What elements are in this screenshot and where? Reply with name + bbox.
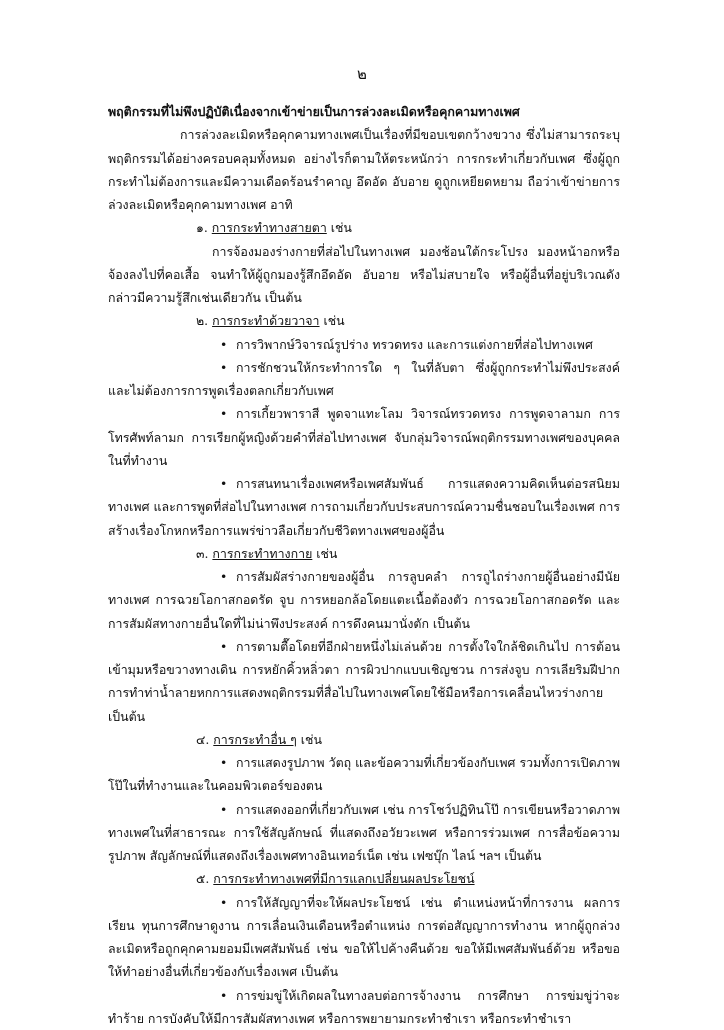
subsection-suffix: เช่น <box>301 732 322 747</box>
subsection-suffix: เช่น <box>316 546 337 561</box>
bullet-item <box>108 891 620 984</box>
subsection-title: การกระทำอื่น ๆ <box>213 732 297 747</box>
bullet-item <box>108 984 620 1030</box>
document-body <box>108 100 620 1030</box>
bullet-text: การแสดงรูปภาพ วัตถุ และข้อความที่เกี่ยวข้องกับเพศ รวมทั้งการเปิดภาพโป๊ในที่ทำงานและในคอมพิวเตอร์ของตน <box>108 755 620 793</box>
section-heading: พฤติกรรมที่ไม่พึงปฏิบัติเนื่องจากเข้าข่ายเป็นการล่วงละเมิดหรือคุกคามทางเพศ <box>108 100 620 123</box>
bullet-text: การวิพากษ์วิจารณ์รูปร่าง ทรวดทรง และการแต่งกายที่ส่อไปทางเพศ <box>236 337 593 352</box>
bullet-item <box>108 356 620 403</box>
page-number: ๒ <box>0 62 724 86</box>
bullet-icon: • <box>220 472 236 495</box>
subsection-number: ๒. <box>196 313 208 328</box>
bullet-icon: • <box>220 984 236 1007</box>
bullet-icon: • <box>220 891 236 914</box>
bullet-item <box>108 472 620 542</box>
subsection-number: ๔. <box>196 732 209 747</box>
bullet-item <box>108 402 620 472</box>
subsection-1-title <box>108 216 620 239</box>
bullet-text: การให้สัญญาที่จะให้ผลประโยชน์ เช่น ตำแหน่งหน้าที่การงาน ผลการเรียน ทุนการศึกษาดูงาน การเลื่อนเงินเดือนหรือตำแหน่ง การต่อสัญญาการทำงาน หากผู้ถูกล่วงละเมิดหรือถูกคุกคามยอมมีเพศสัมพันธ์ เช่น ขอให้ไปค้างคืนด้วย ขอให้มีเพศสัมพันธ์ด้วย หรือขอให้ทำอย่างอื่นที่เกี่ยวข้องกับเรื่องเพศ เป็นต้น <box>108 895 620 980</box>
bullet-icon: • <box>220 356 236 379</box>
subsection-number: ๑. <box>196 220 208 235</box>
subsection-3-title <box>108 542 620 565</box>
bullet-text: การสัมผัสร่างกายของผู้อื่น การลูบคลำ การถูไถร่างกายผู้อื่นอย่างมีนัยทางเพศ การฉวยโอกาสกอดรัด จูบ การหยอกล้อโดยแตะเนื้อต้องตัว การฉวยโอกาสกอดรัด และการสัมผัสทางกายอื่นใดที่ไม่น่าพึงประสงค์ การดึงคนมานั่งตัก เป็นต้น <box>108 569 620 631</box>
bullet-text: การสนทนาเรื่องเพศหรือเพศสัมพันธ์ การแสดงความคิดเห็นต่อรสนิยมทางเพศ และการพูดที่ส่อไปในทางเพศ การถามเกี่ยวกับประสบการณ์ความชื่นชอบในเรื่องเพศ การสร้างเรื่องโกหกหรือการแพร่ข่าวลือเกี่ยวกับชีวิตทางเพศของผู้อื่น <box>108 476 620 538</box>
subsection-suffix: เช่น <box>331 220 352 235</box>
subsection-title: การกระทำทางเพศที่มีการแลกเปลี่ยนผลประโยชน์ <box>213 871 474 886</box>
bullet-item <box>108 798 620 868</box>
bullet-text: การข่มขู่ให้เกิดผลในทางลบต่อการจ้างงาน การศึกษา การข่มขู่ว่าจะทำร้าย การบังคับให้มีการสัมผัสทางเพศ หรือการพยายามกระทำชำเรา หรือกระทำชำเรา <box>108 988 620 1026</box>
bullet-item <box>108 333 620 356</box>
bullet-icon: • <box>220 635 236 658</box>
subsection-number: ๓. <box>196 546 208 561</box>
bullet-icon: • <box>220 798 236 821</box>
subsection-number: ๕. <box>196 871 209 886</box>
subsection-title: การกระทำด้วยวาจา <box>212 313 319 328</box>
bullet-text: การแสดงออกที่เกี่ยวกับเพศ เช่น การโชว์ปฏิทินโป๊ การเขียนหรือวาดภาพทางเพศในที่สาธารณะ การใช้สัญลักษณ์ ที่แสดงถึงอวัยวะเพศ หรือการร่วมเพศ การสื่อข้อความ รูปภาพ สัญลักษณ์ที่แสดงถึงเรื่องเพศทางอินเทอร์เน็ต เช่น เฟซบุ๊ก ไลน์ ฯลฯ เป็นต้น <box>108 802 620 864</box>
subsection-2-title <box>108 309 620 332</box>
subsection-title: การกระทำทางกาย <box>212 546 312 561</box>
bullet-text: การชักชวนให้กระทำการใด ๆ ในที่ลับตา ซึ่งผู้ถูกกระทำไม่พึงประสงค์และไม่ต้องการการพูดเรื่องตลกเกี่ยวกับเพศ <box>108 360 620 398</box>
subsection-title: การกระทำทางสายตา <box>212 220 327 235</box>
bullet-icon: • <box>220 751 236 774</box>
bullet-text: การเกี้ยวพาราสี พูดจาแทะโลม วิจารณ์ทรวดทรง การพูดจาลามก การโทรศัพท์ลามก การเรียกผู้หญิงด้วยคำที่ส่อไปทางเพศ จับกลุ่มวิจารณ์พฤติกรรมทางเพศของบุคคลในที่ทำงาน <box>108 406 620 468</box>
bullet-icon: • <box>220 333 236 356</box>
bullet-item <box>108 635 620 728</box>
bullet-item <box>108 565 620 635</box>
bullet-icon: • <box>220 565 236 588</box>
subsection-1-text: การจ้องมองร่างกายที่ส่อไปในทางเพศ มองช้อนใต้กระโปรง มองหน้าอกหรือจ้องลงไปที่คอเสื้อ จนทำให้ผู้ถูกมองรู้สึกอึดอัด อับอาย หรือไม่สบายใจ หรือผู้อื่นที่อยู่บริเวณดังกล่าวมีความรู้สึกเช่นเดียวกัน เป็นต้น <box>108 240 620 310</box>
bullet-item <box>108 751 620 798</box>
subsection-suffix: เช่น <box>323 313 344 328</box>
bullet-text: การตามตื๊อโดยที่อีกฝ่ายหนึ่งไม่เล่นด้วย การตั้งใจใกล้ชิดเกินไป การต้อนเข้ามุมหรือขวางทางเดิน การหยักคิ้วหลิ่วตา การผิวปากแบบเชิญชวน การส่งจูบ การเลียริมฝีปาก การทำท่าน้ำลายหกการแสดงพฤติกรรมที่สื่อไปในทางเพศโดยใช้มือหรือการเคลื่อนไหวร่างกาย เป็นต้น <box>108 639 620 724</box>
subsection-5-title <box>108 867 620 890</box>
subsection-4-title <box>108 728 620 751</box>
intro-paragraph: การล่วงละเมิดหรือคุกคามทางเพศเป็นเรื่องที่มีขอบเขตกว้างขวาง ซึ่งไม่สามารถระบุพฤติกรรมได้อย่างครอบคลุมทั้งหมด อย่างไรก็ตามให้ตระหนักว่า การกระทำเกี่ยวกับเพศ ซึ่งผู้ถูกกระทำไม่ต้องการและมีความเดือดร้อนรำคาญ อึดอัด อับอาย ดูถูกเหยียดหยาม ถือว่าเข้าข่ายการล่วงละเมิดหรือคุกคามทางเพศ อาทิ <box>108 123 620 216</box>
bullet-icon: • <box>220 402 236 425</box>
